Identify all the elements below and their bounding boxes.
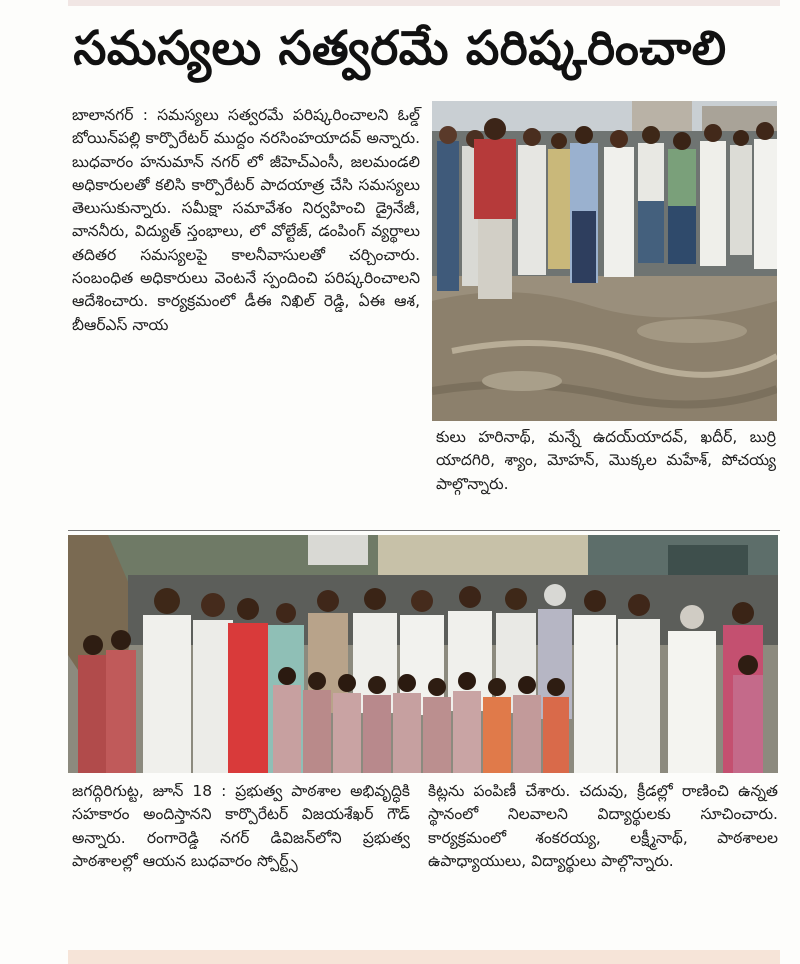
story1-continuation-text: కులు హరినాథ్, మన్నే ఉదయ్‌యాదవ్, ఖదీర్, బుర్రి యాదగిరి, శ్యాం, మోహన్, మొక్కల మహేశ్, పోచయ్య పాల్గొన్నారు. bbox=[436, 428, 776, 493]
story1-body-text: బాలానగర్ : సమస్యలు సత్వరమే పరిష్కరించాలని ఓల్డ్ బోయిన్‌పల్లి కార్పొరేటర్ ముద్దం నరసింహయాదవ్ అన్నారు. బుధవారం హనుమాన్ నగర్ లో జీహెచ్‌ఎంసీ, జలమండలి అధికారులతో కలిసి కార్పొరేటర్ పాదయాత్ర చేసి సమస్యలు తెలుసుకున్నారు. సమీక్షా సమావేశం నిర్వహించి డ్రైనేజీ, వాననీరు, విద్యుత్ స్తంభాలు, లో వోల్టేజ్, డంపింగ్ వ్యర్థాలు తదితర సమస్యలపై కాలనీవాసులతో చర్చించారు. సంబంధిత అధికారులు వెంటనే స్పందించి పరిష్కరించాలని ఆదేశించారు. కార్యక్రమంలో డీఈ నిఖిల్ రెడ్డి, ఏఈ ఆశ, బీఆర్ఎస్ నాయ bbox=[72, 106, 420, 334]
story2-body bbox=[72, 780, 410, 950]
story1-body bbox=[72, 104, 420, 524]
story2-continuation bbox=[428, 780, 778, 950]
bottom-edge-band bbox=[68, 950, 780, 964]
story1-photo bbox=[432, 101, 777, 421]
top-edge-strip bbox=[68, 0, 780, 6]
story-divider bbox=[68, 530, 780, 531]
headline: సమస్యలు సత్వరమే పరిష్కరించాలి bbox=[73, 21, 727, 76]
story2-body-text: జగద్గిరిగుట్ట, జూన్ 18 : ప్రభుత్వ పాఠశాల అభివృద్ధికి సహకారం అందిస్తానని కార్పొరేటర్ విజయశేఖర్ గౌడ్ అన్నారు. రంగారెడ్డి నగర్ డివిజన్‌లోని ప్రభుత్వ పాఠశాలల్లో ఆయన బుధవారం స్పోర్ట్స్ bbox=[72, 782, 410, 870]
story2-photo bbox=[68, 535, 778, 773]
story1-continuation bbox=[436, 426, 776, 526]
story2-continuation-text: కిట్లను పంపిణీ చేశారు. చదువు, క్రీడల్లో రాణించి ఉన్నత స్థానంలో నిలవాలని విద్యార్థులకు సూచించారు. కార్యక్రమంలో శంకరయ్య, లక్ష్మీనాథ్, పాఠశాలల ఉపాధ్యాయులు, విద్యార్థులు పాల్గొన్నారు. bbox=[428, 782, 778, 870]
